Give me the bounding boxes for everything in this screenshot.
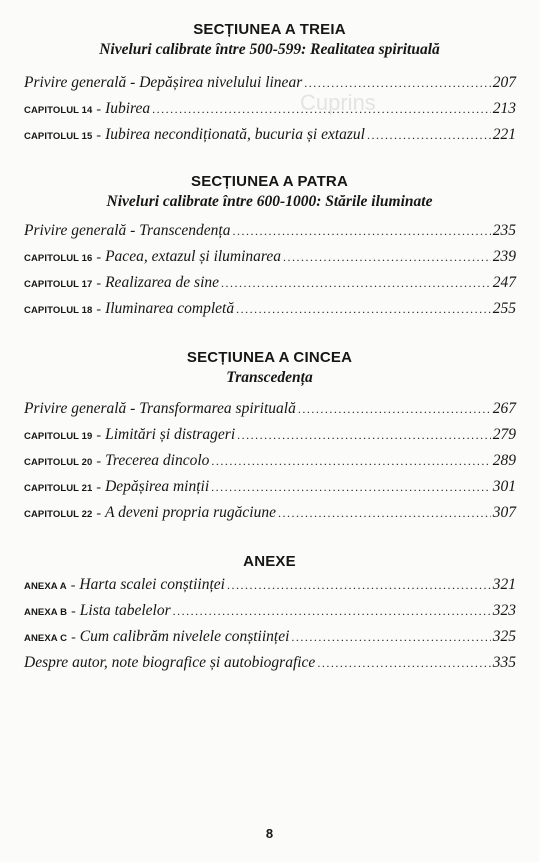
entry-title: Trecerea dincolo: [105, 452, 210, 469]
entry-page: 221: [492, 126, 516, 143]
entry-page: 323: [492, 602, 516, 619]
dot-leader: [283, 244, 491, 270]
dot-leader: [367, 122, 491, 148]
separator-dash: -: [96, 276, 102, 291]
separator-dash: -: [96, 454, 102, 469]
toc-entries: [24, 70, 516, 148]
entry-title: Cum calibrăm nivelele conștiinței: [79, 628, 290, 645]
entry-page: 325: [492, 628, 516, 645]
separator-dash: -: [96, 102, 102, 117]
entry-title: A deveni propria rugăciune: [105, 504, 276, 521]
chapter-label: CAPITOLUL 19: [24, 431, 93, 442]
entry-title: Iubirea necondiționată, bucuria și extazul: [105, 126, 365, 143]
toc-entry-overview[interactable]: [24, 70, 516, 96]
entry-page: 307: [492, 504, 516, 521]
separator-dash: -: [96, 480, 102, 495]
chapter-label: CAPITOLUL 14: [24, 105, 93, 116]
chapter-label: CAPITOLUL 22: [24, 509, 93, 520]
toc-entry-annex[interactable]: [24, 572, 516, 598]
entry-page: 301: [492, 478, 516, 495]
entry-page: 279: [492, 426, 516, 443]
toc-entry-chapter[interactable]: [24, 448, 516, 474]
entry-title: Iluminarea completă: [105, 300, 235, 317]
toc-entry-chapter[interactable]: [24, 296, 516, 322]
toc-entries: [24, 396, 516, 526]
page-number: 8: [265, 826, 274, 841]
chapter-label: CAPITOLUL 15: [24, 131, 93, 142]
toc-entry-annex[interactable]: [24, 624, 516, 650]
toc-entry-overview[interactable]: [24, 396, 516, 422]
entry-page: 239: [492, 248, 516, 265]
toc-entry-chapter[interactable]: [24, 500, 516, 526]
section-title: SECȚIUNEA A TREIA: [193, 21, 346, 38]
dot-leader: [152, 96, 491, 122]
dot-leader: [304, 70, 491, 96]
section-four: [0, 172, 539, 317]
toc-entries: [24, 218, 516, 322]
dot-leader: [211, 448, 490, 474]
section-title: SECȚIUNEA A CINCEA: [186, 349, 353, 366]
entry-page: 255: [492, 300, 516, 317]
entry-page: 335: [492, 654, 516, 671]
dot-leader: [298, 396, 491, 422]
dot-leader: [291, 624, 490, 650]
dot-leader: [237, 422, 491, 448]
toc-entry-annex[interactable]: [24, 598, 516, 624]
separator-dash: -: [70, 578, 76, 593]
entry-page: 267: [492, 400, 516, 417]
entry-title: Privire generală - Depășirea nivelului linear: [24, 74, 303, 91]
chapter-label: CAPITOLUL 18: [24, 305, 93, 316]
toc-entry-about-author[interactable]: [24, 650, 516, 676]
toc-entry-chapter[interactable]: [24, 244, 516, 270]
separator-dash: -: [96, 428, 102, 443]
dot-leader: [317, 650, 490, 676]
separator-dash: -: [96, 250, 102, 265]
entry-title: Iubirea: [105, 100, 151, 117]
dot-leader: [173, 598, 491, 624]
entry-title: Limitări și distrageri: [105, 426, 236, 443]
entry-page: 247: [492, 274, 516, 291]
entry-page: 289: [492, 452, 516, 469]
section-title: ANEXE: [243, 553, 296, 570]
section-annexes: [0, 552, 539, 671]
entry-title: Privire generală - Transformarea spirituală: [24, 400, 296, 417]
toc-entry-overview[interactable]: [24, 218, 516, 244]
dot-leader: [236, 296, 491, 322]
chapter-label: CAPITOLUL 16: [24, 253, 93, 264]
entry-title: Harta scalei conștiinței: [79, 576, 225, 593]
bleed-through-text: Cuprins: [300, 90, 376, 115]
section-five: [0, 348, 539, 521]
toc-entry-chapter[interactable]: [24, 122, 516, 148]
section-title: SECȚIUNEA A PATRA: [190, 173, 348, 190]
separator-dash: -: [96, 128, 102, 143]
dot-leader: [278, 500, 491, 526]
toc-entry-chapter[interactable]: [24, 422, 516, 448]
dot-leader: [211, 474, 491, 500]
separator-dash: -: [71, 630, 76, 645]
toc-entry-chapter[interactable]: [24, 270, 516, 296]
entry-page: 213: [492, 100, 516, 117]
entry-title: Lista tabelelor: [79, 602, 171, 619]
dot-leader: [233, 218, 491, 244]
entry-page: 207: [492, 74, 516, 91]
section-subtitle: Transcedența: [226, 369, 313, 386]
separator-dash: -: [71, 604, 76, 619]
toc-entry-chapter[interactable]: [24, 96, 516, 122]
chapter-label: CAPITOLUL 20: [24, 457, 93, 468]
separator-dash: -: [96, 302, 102, 317]
entry-page: 235: [492, 222, 516, 239]
chapter-label: CAPITOLUL 17: [24, 279, 93, 290]
toc-entries: [24, 572, 516, 676]
entry-title: Despre autor, note biografice și autobiografice: [24, 654, 316, 671]
entry-title: Realizarea de sine: [105, 274, 220, 291]
entry-title: Privire generală - Transcendența: [24, 222, 231, 239]
entry-title: Depășirea minții: [105, 478, 210, 495]
chapter-label: CAPITOLUL 21: [24, 483, 93, 494]
annex-label: ANEXA B: [24, 607, 68, 618]
separator-dash: -: [96, 506, 102, 521]
section-subtitle: Niveluri calibrate între 500-599: Realitatea spirituală: [99, 41, 440, 58]
entry-title: Pacea, extazul și iluminarea: [105, 248, 282, 265]
annex-label: ANEXA C: [24, 633, 68, 644]
dot-leader: [227, 572, 491, 598]
dot-leader: [221, 270, 491, 296]
section-subtitle: Niveluri calibrate între 600-1000: Stările iluminate: [106, 193, 433, 210]
entry-page: 321: [492, 576, 516, 593]
toc-entry-chapter[interactable]: [24, 474, 516, 500]
annex-label: ANEXA A: [24, 581, 67, 592]
